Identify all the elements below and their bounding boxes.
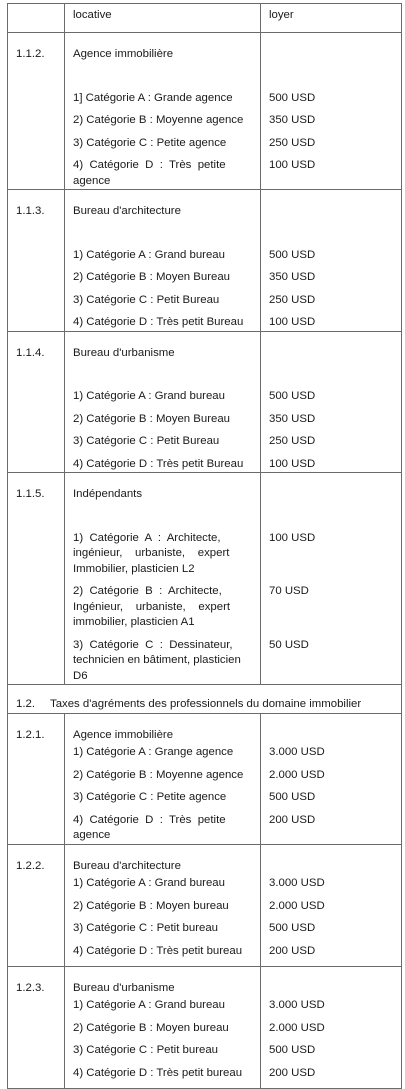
header-description: locative [65, 4, 261, 33]
group-title: Bureau d'urbanisme [73, 346, 175, 359]
category-label: 2) Catégorie B : Moyen Bureau [73, 271, 231, 283]
group-number: 1.2.3. [8, 966, 65, 1088]
group-title: Bureau d'architecture [73, 205, 181, 217]
category-price: 500 USD [269, 791, 316, 803]
category-item [73, 389, 253, 405]
category-item [73, 768, 253, 784]
group-number: 1.2.1. [8, 713, 65, 844]
category-label: 1] Catégorie A : Grande agence [73, 91, 233, 104]
category-item [73, 293, 253, 309]
category-price: 3.000 USD [269, 746, 325, 758]
category-price: 2.000 USD [269, 899, 325, 912]
category-price: 500 USD [269, 1044, 316, 1056]
category-item [73, 531, 253, 578]
category-label: 2) Catégorie B : Moyenne agence [73, 768, 244, 781]
category-item [73, 412, 253, 428]
group-label-cell [65, 713, 261, 844]
category-label-line: 2) Catégorie B : Architecte, [73, 585, 222, 597]
category-label: 4) Catégorie D : Très petit bureau [73, 1066, 243, 1079]
category-price: 350 USD [269, 114, 316, 126]
group-row-1-2-2 [8, 844, 402, 966]
group-label-cell [65, 473, 261, 685]
group-row-1-1-4 [8, 331, 402, 473]
group-price-cell [261, 966, 402, 1088]
category-label-line: ingénieur, urbaniste, expert [73, 547, 230, 559]
header-rent: loyer [261, 4, 402, 33]
category-price: 200 USD [269, 1066, 316, 1079]
category-label: 3) Catégorie C : Petite agence [73, 791, 227, 803]
group-title: Bureau d'urbanisme [73, 981, 175, 994]
category-item [73, 1043, 253, 1059]
category-label: 2) Catégorie B : Moyen bureau [73, 1021, 229, 1034]
group-price-cell [261, 331, 402, 473]
category-item [73, 136, 253, 152]
category-price: 2.000 USD [269, 1021, 325, 1034]
category-item [73, 944, 253, 960]
group-title: Indépendants [73, 488, 143, 500]
group-number: 1.1.5. [8, 473, 65, 685]
group-row-1-1-2 [8, 33, 402, 190]
category-price: 100 USD [269, 531, 316, 544]
table-header-row [8, 4, 402, 33]
group-number: 1.1.3. [8, 190, 65, 332]
category-item [73, 91, 253, 107]
category-label-line: Immobilier, plasticien L2 [73, 562, 195, 575]
section-row-1-2 [8, 685, 402, 714]
category-label: 1) Catégorie A : Grand bureau [73, 248, 225, 261]
category-label: 3) Catégorie C : Petit Bureau [73, 435, 220, 447]
category-item [73, 434, 253, 450]
group-label-cell [65, 331, 261, 473]
category-label: 4) Catégorie D : Très petit Bureau [73, 457, 244, 470]
category-price: 70 USD [269, 585, 309, 597]
category-item [73, 813, 253, 844]
category-price: 350 USD [269, 271, 316, 283]
category-label-line: Ingénieur, urbaniste, expert [73, 600, 231, 613]
category-price: 100 USD [269, 457, 316, 470]
group-label-cell [65, 190, 261, 332]
category-item [73, 998, 253, 1014]
group-price-cell [261, 844, 402, 966]
category-price: 500 USD [269, 248, 316, 261]
category-item [73, 899, 253, 915]
group-label-cell [65, 33, 261, 190]
category-price: 350 USD [269, 412, 316, 425]
header-blank-cell [8, 4, 65, 33]
category-price: 200 USD [269, 813, 316, 826]
section-number: 1.2. [16, 698, 35, 710]
category-price: 500 USD [269, 922, 316, 934]
category-price: 100 USD [269, 316, 316, 328]
category-price: 3.000 USD [269, 877, 325, 889]
group-label-cell [65, 844, 261, 966]
group-title: Bureau d'architecture [73, 859, 181, 872]
category-label: 3) Catégorie C : Petit bureau [73, 1044, 218, 1056]
category-label: 3) Catégorie C : Petit Bureau [73, 293, 220, 306]
category-label: 1) Catégorie A : Grange agence [73, 746, 234, 758]
category-label: 1) Catégorie A : Grand bureau [73, 999, 225, 1011]
group-price-cell [261, 713, 402, 844]
category-price: 250 USD [269, 136, 316, 149]
category-price: 3.000 USD [269, 999, 325, 1011]
category-label-line: 3) Catégorie C : Dessinateur, [73, 638, 233, 651]
category-item [73, 113, 253, 129]
category-label-line: 4) Catégorie D : Très petite [73, 813, 226, 826]
category-label-line: D6 [73, 669, 88, 682]
category-label: 2) Catégorie B : Moyenne agence [73, 114, 244, 126]
category-label: 2) Catégorie B : Moyen Bureau [73, 412, 231, 425]
section-title: Taxes d'agréments des professionnels du domaine immobilier [50, 698, 362, 710]
group-row-1-1-5 [8, 473, 402, 685]
category-item [73, 1066, 253, 1082]
category-price: 500 USD [269, 390, 316, 402]
group-row-1-2-1 [8, 713, 402, 844]
category-price: 250 USD [269, 293, 316, 306]
category-label-line: technicien en bâtiment, plasticien [73, 654, 241, 666]
category-label-line: 1) Catégorie A : Architecte, [73, 531, 221, 544]
category-price: 250 USD [269, 435, 316, 447]
group-price-cell [261, 473, 402, 685]
category-price: 200 USD [269, 944, 316, 957]
category-item [73, 921, 253, 937]
tax-table [7, 3, 402, 1089]
category-label: 1) Catégorie A : Grand bureau [73, 877, 225, 889]
category-label: 1) Catégorie A : Grand bureau [73, 390, 225, 402]
category-label: 4) Catégorie D : Très petit Bureau [73, 316, 244, 328]
category-price: 100 USD [269, 159, 316, 171]
category-label-line: agence [73, 829, 111, 841]
category-item [73, 790, 253, 806]
category-item [73, 270, 253, 286]
group-row-1-2-3 [8, 966, 402, 1088]
category-item [73, 584, 253, 631]
category-label: 4) Catégorie D : Très petit bureau [73, 944, 243, 957]
section-heading [8, 685, 402, 714]
category-price: 50 USD [269, 638, 309, 651]
group-title: Agence immobilière [73, 48, 174, 60]
category-item [73, 745, 253, 761]
group-number: 1.2.2. [8, 844, 65, 966]
category-label-line: immobilier, plasticien A1 [73, 616, 195, 628]
group-number: 1.1.4. [8, 331, 65, 473]
category-item [73, 638, 253, 685]
category-label: 3) Catégorie C : Petite agence [73, 136, 227, 149]
category-item [73, 315, 253, 331]
group-number: 1.1.2. [8, 33, 65, 190]
category-price: 2.000 USD [269, 768, 325, 781]
group-row-1-1-3 [8, 190, 402, 332]
category-label: 3) Catégorie C : Petit bureau [73, 922, 218, 934]
category-label-line: 4) Catégorie D : Très petite [73, 159, 226, 171]
category-label-line: agence [73, 174, 111, 187]
group-label-cell [65, 966, 261, 1088]
category-item [73, 876, 253, 892]
category-item [73, 248, 253, 264]
group-price-cell [261, 190, 402, 332]
category-item [73, 1021, 253, 1037]
category-label: 2) Catégorie B : Moyen bureau [73, 899, 229, 912]
group-price-cell [261, 33, 402, 190]
category-price: 500 USD [269, 91, 316, 104]
group-title: Agence immobilière [73, 728, 174, 741]
category-item [73, 457, 253, 473]
category-item [73, 158, 253, 189]
